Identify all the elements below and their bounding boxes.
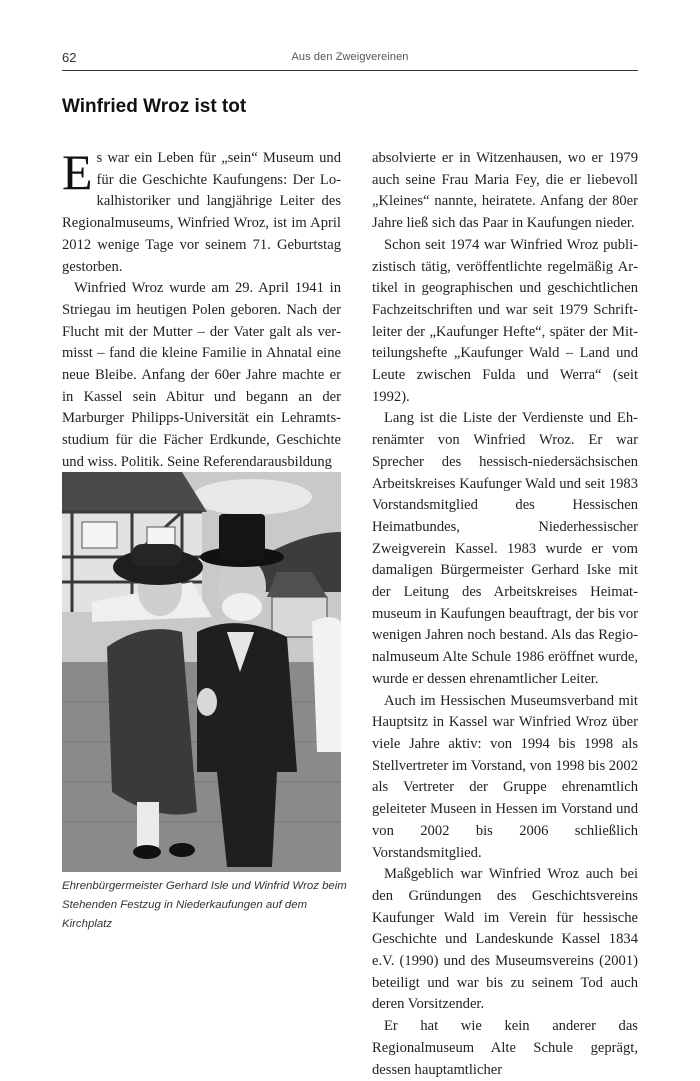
article-title: Winfried Wroz ist tot — [62, 96, 247, 117]
paragraph: Schon seit 1974 war Winfried Wroz publizistisch tätig, veröffentlichte regelmäßig Artikel in geographischen und geschichtlichen Fachzeitschriften und war seit 1979 Schriftleiter der „Kaufunger Hefte“, später der Mitteilungshefte „Kaufunger Wald – Land und Leute zwischen Fulda und Werra“ (seit 1992). — [372, 236, 638, 405]
photo — [62, 472, 341, 872]
left-column — [62, 144, 341, 474]
paragraph-text: s war ein Leben für „sein“ Museum und für die Geschichte Kaufungens: Der Lokalhistoriker und langjährige Leiter des Regionalmuseums, Winfried Wroz, ist im April 2012 wenige Tage vor seinem 71. Geburtstag gestorben. — [62, 150, 341, 275]
photo-illustration — [62, 472, 341, 872]
paragraph: absolvierte er in Witzenhausen, wo er 1979 auch seine Frau Maria Fey, die er liebevoll „Kleines“ nannte, heiratete. Anfang der 80er Jahre ließ sich das Paar in Kaufungen nieder. — [372, 150, 638, 232]
paragraph: Lang ist die Liste der Verdienste und Ehrenämter von Winfried Wroz. Er war Sprecher des hessisch-niedersächsischen Arbeitskreises Kaufunger Wald und seit 1983 Vorstandsmitglied des Hessischen Heimatbundes, Niederhessischer Zweigverein Kassel. 1983 wurde er vom damaligen Bürgermeister Gerhard Iske mit der Leitung des Arbeitskreises Heimatmuseum in Kaufungen beauftragt, der bis vor wenigen Jahren noch bestand. Als das Regionalmuseum Alte Schule 1986 eröffnet wurde, wurde er dessen ehrenamtlicher Leiter. — [372, 410, 638, 687]
paragraph: Winfried Wroz wurde am 29. April 1941 in Striegau im heutigen Polen geboren. Nach der Flucht mit der Mutter – der Vater galt als vermisst – fand die kleine Familie in Ahnatal eine neue Bleibe. Anfang der 60er Jahre machte er in Kassel sein Abitur und begann an der Marburger Philipps-Universität ein Lehramtsstudium für die Fächer Erdkunde, Geschichte und wiss. Politik. Seine Referendarausbildung — [62, 280, 341, 470]
paragraph: Maßgeblich war Winfried Wroz auch bei den Gründungen des Geschichtsvereins Kaufunger Wald im Verein für hessische Geschichte und Landeskunde Kassel 1834 e.V. (1990) und des Museumsvereins (2001) beteiligt und war bis zu seinem Tod auch deren Vorsitzender. — [372, 866, 638, 1013]
drop-cap: E — [62, 144, 93, 200]
photo-caption: Ehrenbürgermeister Gerhard Isle und Winfrid Wroz beim Stehenden Festzug in Niederkaufungen auf dem Kirchplatz — [62, 880, 347, 930]
running-head: Aus den Zweigvereinen — [291, 51, 409, 63]
page-number: 62 — [62, 50, 77, 65]
right-column — [372, 148, 638, 1081]
paragraph: Auch im Hessischen Museumsverband mit Hauptsitz in Kassel war Winfried Wroz über viele Jahre aktiv: von 1994 bis 1998 als Stellvertreter im Vorstand, von 1998 bis 2002 als Vertreter der Gruppe ehrenamtlich geleiteter Museen in Hessen im Vorstand und von 2002 bis 2006 schließlich Vorstandsmitglied. — [372, 692, 638, 861]
paragraph: Er hat wie kein anderer das Regionalmuseum Alte Schule geprägt, dessen hauptamtlicher — [372, 1018, 638, 1078]
paragraph — [62, 144, 341, 278]
page-header — [62, 48, 638, 71]
